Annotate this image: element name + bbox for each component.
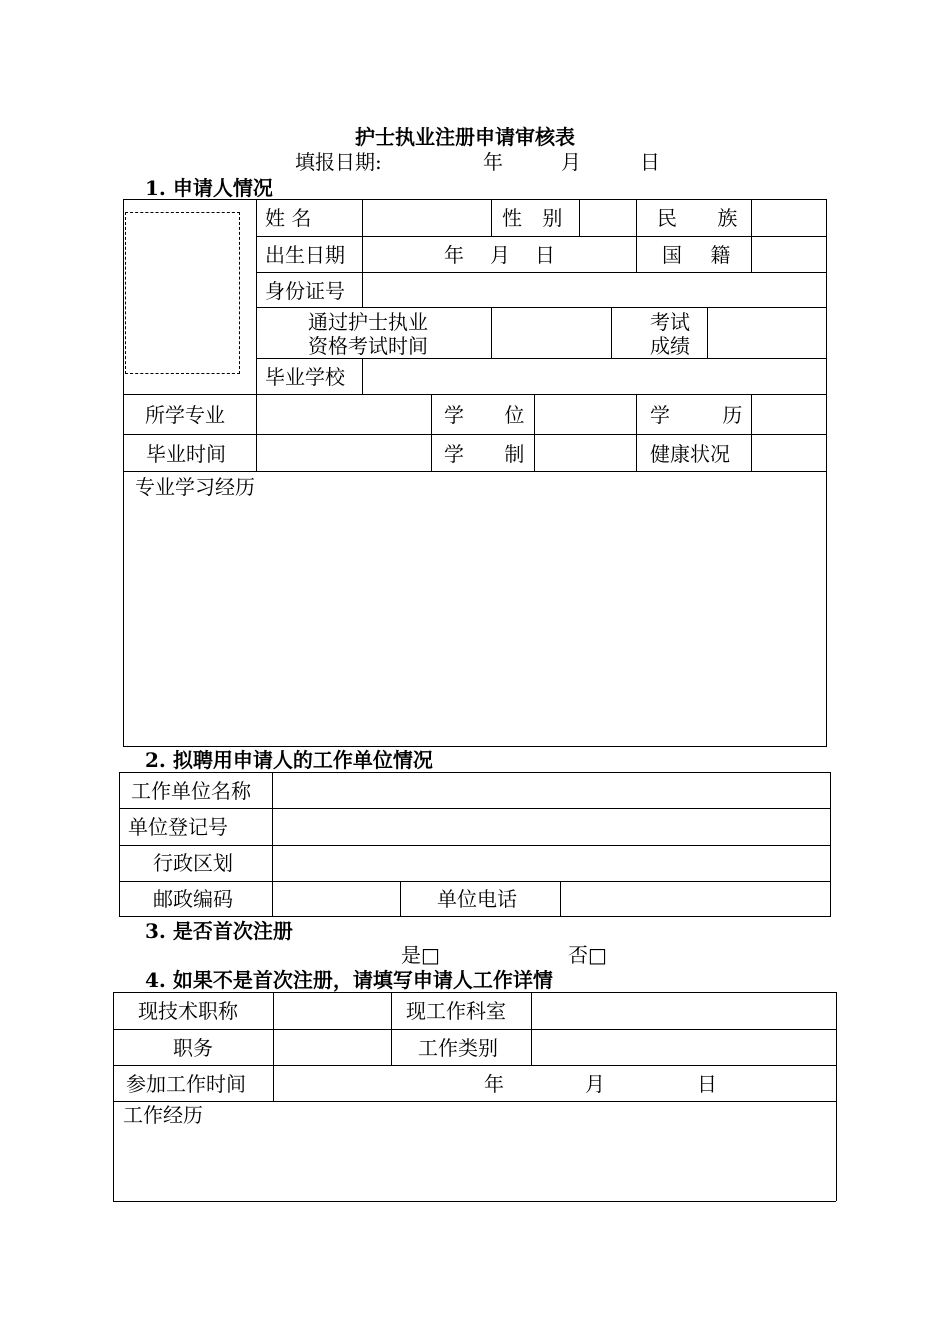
section1-heading: 1. 申请人情况 [145,176,273,200]
work-history-label: 工作经历 [123,1103,203,1127]
unit-phone-label: 单位电话 [437,887,517,911]
tech-title-label: 现技术职称 [138,999,238,1023]
first-registration-yes[interactable]: 是□ [401,943,440,967]
first-registration-no[interactable]: 否□ [568,943,607,967]
birth-month: 月 [490,243,510,267]
ethnicity-label: 民 族 [657,206,738,230]
unit-name-label: 工作单位名称 [131,779,251,803]
school-label: 毕业学校 [265,365,345,389]
section4-heading: 4. 如果不是首次注册，请填写申请人工作详情 [145,968,553,992]
dept-label: 现工作科室 [406,999,506,1023]
birth-day: 日 [535,243,555,267]
birth-label: 出生日期 [265,243,345,267]
work-type-label: 工作类别 [418,1036,498,1060]
district-label: 行政区划 [153,851,233,875]
major-label: 所学专业 [145,403,225,427]
nationality-label: 国 籍 [662,243,731,267]
photo-box[interactable] [125,212,240,374]
fill-date-year: 年 [483,150,503,174]
fill-date-day: 日 [640,150,660,174]
id-label: 身份证号 [265,279,345,303]
name-label: 姓 名 [265,206,312,230]
score-label-line2: 成绩 [650,334,690,358]
duration-label: 学 制 [444,442,525,466]
postcode-label: 邮政编码 [153,887,233,911]
health-label: 健康状况 [650,442,730,466]
degree-label: 学 位 [444,403,525,427]
exam-time-label-line1: 通过护士执业 [308,310,428,334]
fill-date-label: 填报日期: [295,150,382,174]
start-month: 月 [585,1072,605,1096]
position-label: 职务 [173,1036,213,1060]
grad-time-label: 毕业时间 [146,442,226,466]
education-label: 学 历 [650,403,743,427]
exam-time-label-line2: 资格考试时间 [308,334,428,358]
score-label-line1: 考试 [650,310,690,334]
unit-reg-label: 单位登记号 [128,815,228,839]
form-title: 护士执业注册申请审核表 [355,125,575,149]
start-time-label: 参加工作时间 [126,1072,246,1096]
fill-date-month: 月 [561,150,581,174]
gender-label: 性 别 [502,206,563,230]
study-history-label: 专业学习经历 [135,475,255,499]
birth-year: 年 [444,243,464,267]
section3-heading: 3. 是否首次注册 [145,919,293,943]
section2-heading: 2. 拟聘用申请人的工作单位情况 [145,748,433,772]
start-day: 日 [697,1072,717,1096]
start-year: 年 [484,1072,504,1096]
